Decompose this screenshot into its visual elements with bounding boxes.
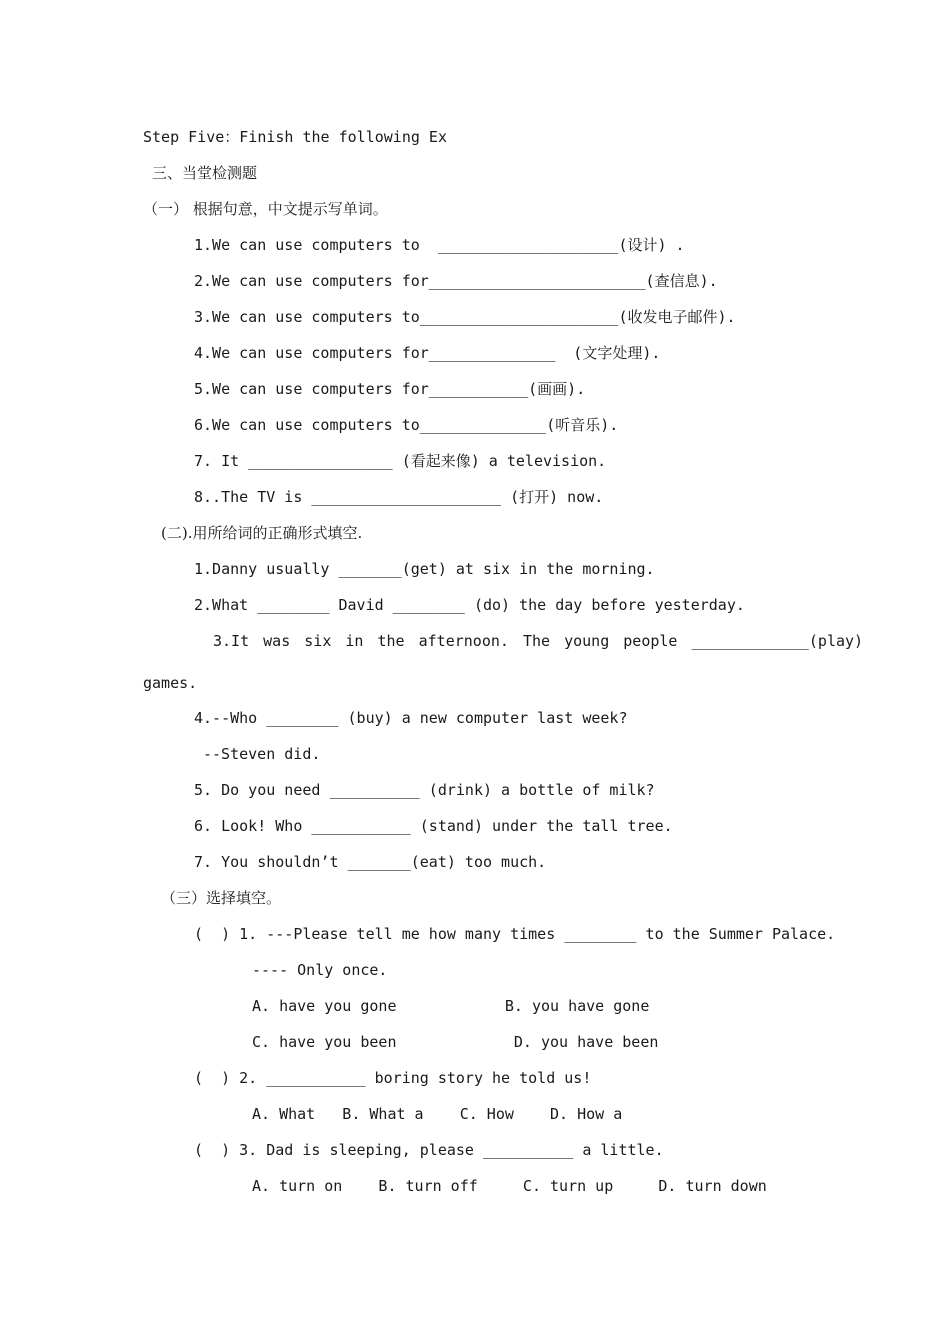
part2-item-4: 4.--Who ________ (buy) a new computer last week? (194, 709, 628, 727)
part3-question-1-options-cd: C. have you been D. you have been (252, 1033, 659, 1051)
part2-item-5: 5. Do you need __________ (drink) a bottle of milk? (194, 781, 655, 799)
part1-item-6: 6.We can use computers to______________(听音乐). (194, 416, 619, 434)
part3-question-1-dialog: ---- Only once. (252, 961, 388, 979)
part-three-title: （三）选择填空。 (161, 889, 282, 907)
step-five-heading: Step Five：Finish the following Ex (143, 128, 447, 146)
part3-question-2-options: A. What B. What a C. How D. How a (252, 1105, 623, 1123)
part3-question-1-options-ab: A. have you gone B. you have gone (252, 997, 650, 1015)
part1-item-4: 4.We can use computers for______________ (文字处理). (194, 344, 661, 362)
part1-item-1: 1.We can use computers to ____________________(设计) . (194, 236, 685, 254)
part2-item-4-answer: --Steven did. (203, 745, 321, 763)
part2-item-2: 2.What ________ David ________ (do) the day before yesterday. (194, 596, 745, 614)
part2-item-1: 1.Danny usually _______(get) at six in the morning. (194, 560, 655, 578)
part3-question-3-options: A. turn on B. turn off C. turn up D. turn down (252, 1177, 767, 1195)
section-three-title: 三、当堂检测题 (152, 164, 258, 182)
part-one-title: （一） 根据句意，中文提示写单词。 (143, 200, 388, 218)
part1-item-8: 8..The TV is _____________________ (打开) now. (194, 488, 604, 506)
part1-item-5: 5.We can use computers for___________(画画). (194, 380, 586, 398)
part-two-title: (二).用所给词的正确形式填空. (161, 524, 363, 542)
part3-question-2: ( ) 2. ___________ boring story he told us! (194, 1069, 592, 1087)
part1-item-3: 3.We can use computers to______________________(收发电子邮件). (194, 308, 736, 326)
part2-item-3-wrap: games. (143, 674, 198, 692)
part3-question-3: ( ) 3. Dad is sleeping, please __________ a little. (194, 1141, 664, 1159)
part3-question-1: ( ) 1. ---Please tell me how many times ________ to the Summer Palace. (194, 925, 836, 943)
part2-item-3: 3.It was six in the afternoon. The young people _____________(play) (213, 632, 864, 650)
part2-item-6: 6. Look! Who ___________ (stand) under the tall tree. (194, 817, 673, 835)
part2-item-7: 7. You shouldn’t _______(eat) too much. (194, 853, 547, 871)
part1-item-2: 2.We can use computers for________________________(查信息). (194, 272, 718, 290)
part1-item-7: 7. It ________________ (看起来像) a television. (194, 452, 607, 470)
